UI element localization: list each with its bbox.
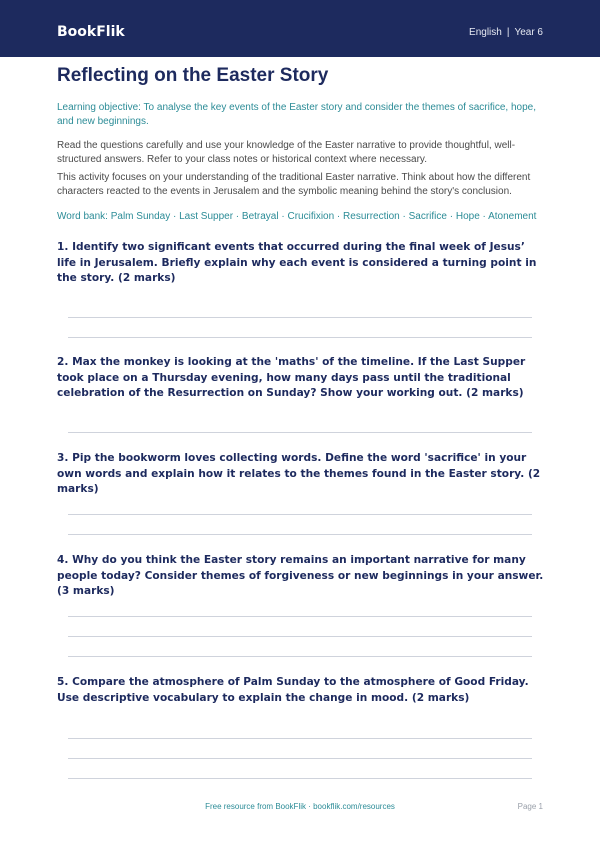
answer-line[interactable] — [68, 636, 532, 637]
answer-line[interactable] — [68, 738, 532, 739]
meta-separator: | — [506, 27, 510, 38]
footer-link[interactable]: Free resource from BookFlik · bookflik.com/resources — [205, 802, 395, 811]
header-meta — [469, 27, 543, 39]
page-number: Page 1 — [517, 802, 543, 811]
answer-line[interactable] — [68, 337, 532, 338]
subject-label: English — [469, 27, 502, 38]
answer-line[interactable] — [68, 616, 532, 617]
question-1: 1. Identify two significant events that occurred during the final week of Jesus’ life in Jerusalem. Briefly explain why each event is considered a turning point in the story. (2 marks) — [57, 241, 537, 284]
question-2: 2. Max the monkey is looking at the 'maths' of the timeline. If the Last Supper took place on a Thursday evening, how many days pass until the traditional celebration of the Resurrection on Sunday? Show your working out. (2 marks) — [57, 356, 526, 399]
question-3: 3. Pip the bookworm loves collecting words. Define the word 'sacrifice' in your own words and explain how it relates to the themes found in the Easter story. (2 marks) — [57, 452, 541, 495]
answer-line[interactable] — [68, 432, 532, 433]
learning-objective: Learning objective: To analyse the key events of the Easter story and consider the themes of sacrifice, hope, and new beginnings. — [57, 102, 536, 127]
year-label: Year 6 — [514, 27, 543, 38]
question-5: 5. Compare the atmosphere of Palm Sunday to the atmosphere of Good Friday. Use descriptive vocabulary to explain the change in mood. (2 marks) — [57, 676, 529, 704]
answer-line[interactable] — [68, 317, 532, 318]
intro-paragraph: Read the questions carefully and use your knowledge of the Easter narrative to provide thoughtful, well-structured answers. Refer to your class notes or historical context where necessary. — [57, 140, 516, 165]
answer-line[interactable] — [68, 656, 532, 657]
answer-line[interactable] — [68, 514, 532, 515]
page-title: Reflecting on the Easter Story — [57, 65, 329, 86]
question-4: 4. Why do you think the Easter story remains an important narrative for many people today? Consider themes of forgiveness or new beginnings in your answer. (3 marks) — [57, 554, 544, 597]
intro-paragraph: This activity focuses on your understanding of the traditional Easter narrative. Think about how the different characters reacted to the events in Jerusalem and the symbolic meaning behind the story's conclusion. — [57, 172, 531, 197]
answer-line[interactable] — [68, 534, 532, 535]
answer-line[interactable] — [68, 758, 532, 759]
word-bank: Word bank: Palm Sunday · Last Supper · Betrayal · Crucifixion · Resurrection · Sacrifice · Hope · Atonement — [57, 211, 537, 222]
brand-logo: BookFlik — [57, 24, 125, 40]
answer-line[interactable] — [68, 778, 532, 779]
page-header — [0, 0, 600, 57]
